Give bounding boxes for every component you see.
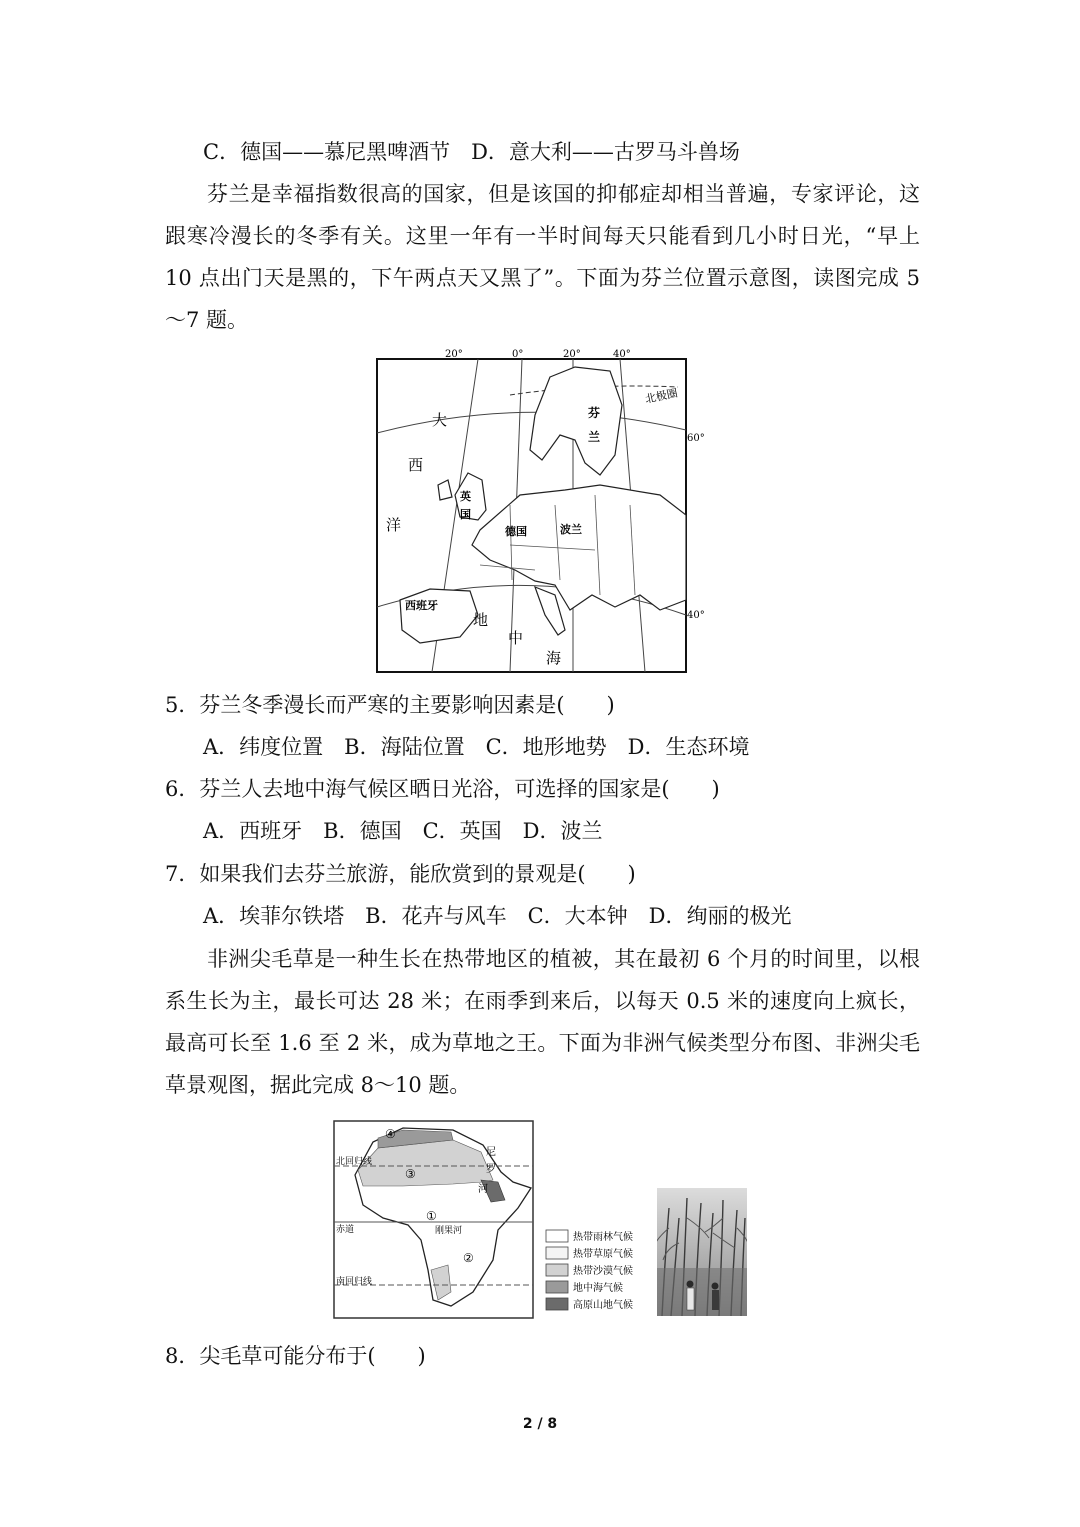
marker-2: ② — [463, 1251, 474, 1265]
poland-label: 波兰 — [560, 523, 582, 536]
spain-label: 西班牙 — [405, 599, 438, 612]
legend-item: 热带雨林气候 — [573, 1232, 633, 1243]
lon-label: 40° — [613, 349, 631, 360]
legend-item: 高原山地气候 — [573, 1300, 633, 1311]
africa-climate-map — [333, 1120, 643, 1320]
uk-label: 国 — [460, 508, 471, 521]
nile-label: 河 — [478, 1184, 488, 1195]
lon-label: 20° — [563, 349, 581, 360]
tropic-south-label: 南回归线 — [336, 1277, 373, 1287]
finland-label: 兰 — [588, 430, 601, 444]
arctic-circle-label: 北极圈 — [643, 386, 679, 406]
question-5-stem: 5．芬兰冬季漫长而严寒的主要影响因素是( ) — [165, 693, 615, 717]
lon-label: 0° — [512, 349, 524, 360]
question-6-options: A．西班牙 B．德国 C．英国 D．波兰 — [203, 819, 603, 843]
grass-landscape-photo — [657, 1188, 747, 1316]
question-4-options-cd: C．德国——慕尼黑啤酒节 D．意大利——古罗马斗兽场 — [203, 140, 740, 164]
lat-label: 40° — [687, 610, 705, 621]
lon-label: 20° — [445, 349, 463, 360]
ocean-label: 洋 — [386, 516, 402, 534]
legend-item: 热带草原气候 — [573, 1249, 633, 1260]
congo-label: 刚果河 — [435, 1226, 463, 1236]
question-5-options: A．纬度位置 B．海陆位置 C．地形地势 D．生态环境 — [203, 735, 750, 759]
ocean-label: 大 — [432, 411, 448, 429]
nile-label: 罗 — [486, 1164, 496, 1175]
finland-location-map — [360, 345, 705, 677]
climate-legend — [546, 1230, 633, 1311]
nile-label: 尼 — [486, 1147, 496, 1158]
question-7-options: A．埃菲尔铁塔 B．花卉与风车 C．大本钟 D．绚丽的极光 — [203, 904, 792, 928]
page-number: 2 / 8 — [522, 1416, 558, 1432]
finland-label: 芬 — [588, 406, 601, 420]
germany-label: 德国 — [505, 525, 527, 538]
marker-1: ① — [426, 1209, 437, 1223]
marker-3: ③ — [405, 1167, 416, 1181]
question-8-stem: 8．尖毛草可能分布于( ) — [165, 1344, 426, 1368]
question-6-stem: 6．芬兰人去地中海气候区晒日光浴，可选择的国家是( ) — [165, 777, 720, 801]
lat-label: 60° — [687, 433, 705, 444]
question-7-stem: 7．如果我们去芬兰旅游，能欣赏到的景观是( ) — [165, 862, 636, 886]
marker-4: ④ — [385, 1127, 396, 1141]
uk-label: 英 — [460, 490, 471, 503]
passage-africa-grass: 非洲尖毛草是一种生长在热带地区的植被，其在最初 6 个月的时间里，以根系生长为主，最长可达 28 米；在雨季到来后，以每天 0.5 米的速度向上疯长，最高可长至 1.6 至 2 米，成为草地之王。下面为非洲气候类型分布图、非洲尖毛草景观图，据此完成 8～10 题。 — [165, 947, 920, 1097]
sea-label: 地 — [473, 611, 489, 629]
passage-finland: 芬兰是幸福指数很高的国家，但是该国的抑郁症却相当普遍，专家评论，这跟寒冷漫长的冬季有关。这里一年有一半时间每天只能看到几小时日光，“早上 10 点出门天是黑的，下午两点天又黑了”。下面为芬兰位置示意图，读图完成 5～7 题。 — [165, 182, 920, 332]
legend-item: 地中海气候 — [573, 1283, 623, 1294]
sea-label: 海 — [546, 649, 562, 667]
equator-label: 赤道 — [336, 1225, 355, 1235]
tropic-north-label: 北回归线 — [336, 1157, 373, 1167]
sea-label: 中 — [508, 629, 524, 647]
ocean-label: 西 — [408, 456, 424, 474]
legend-item: 热带沙漠气候 — [573, 1266, 633, 1277]
